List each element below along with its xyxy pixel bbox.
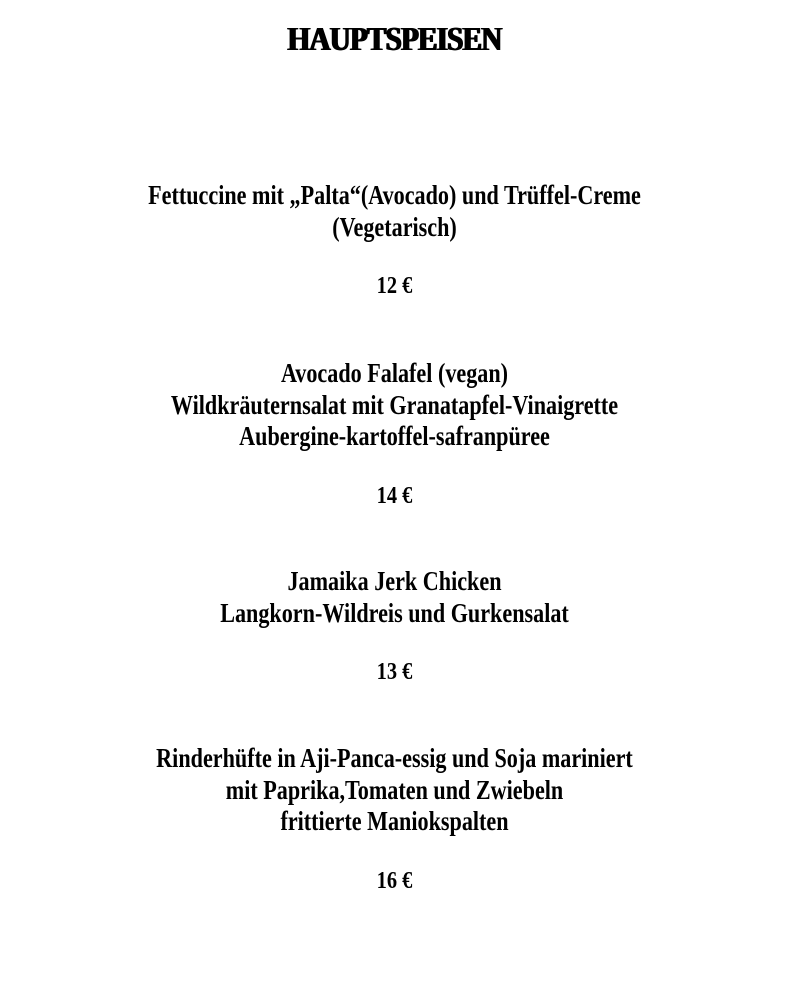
dish-name: Fettuccine mit „Palta“(Avocado) und Trüffel-Creme (148, 180, 641, 210)
dish-name: Jamaika Jerk Chicken (287, 566, 502, 596)
dish-side: frittierte Maniokspalten (280, 806, 509, 836)
dish-price: 16 € (376, 867, 413, 894)
dish-rinderhuefte (0, 743, 789, 896)
dish-side: Aubergine-kartoffel-safranpüree (239, 421, 550, 451)
dish-side: Wildkräuternsalat mit Granatapfel-Vinaigrette (170, 389, 619, 420)
dish-side: mit Paprika,Tomaten und Zwiebeln (225, 774, 564, 805)
dish-fettuccine (0, 180, 789, 301)
dish-price: 12 € (376, 273, 413, 299)
dish-name: Avocado Falafel (vegan) (280, 358, 509, 388)
dish-price: 14 € (376, 482, 413, 509)
dish-side: Langkorn-Wildreis und Gurkensalat (220, 597, 569, 628)
dish-avocado-falafel (0, 358, 789, 511)
dish-jerk-chicken (0, 566, 789, 687)
dish-price: 13 € (376, 659, 413, 685)
menu-title: HAUPTSPEISEN (287, 21, 502, 58)
dish-name: Rinderhüfte in Aji-Panca-essig und Soja mariniert (156, 743, 633, 773)
dish-note: (Vegetarisch) (332, 211, 457, 242)
